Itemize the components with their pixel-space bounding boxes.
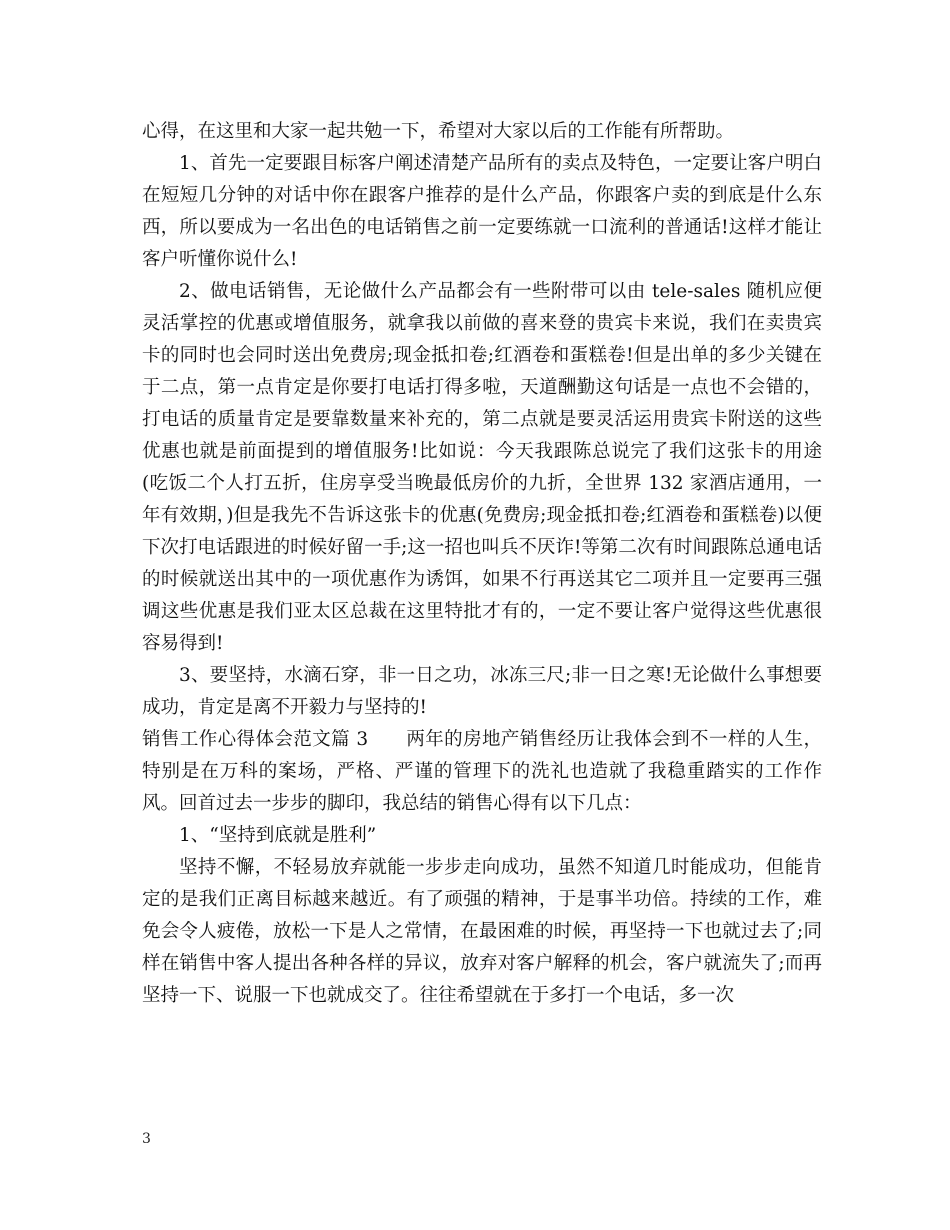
document-body (142, 116, 822, 1012)
paragraph-2: 1、首先一定要跟目标客户阐述清楚产品所有的卖点及特色，一定要让客户明白在短短几分钟的对话中你在跟客户推荐的是什么产品，你跟客户卖的到底是什么东西，所以要成为一名出色的电话销售之前一定要练就一口流利的普通话!这样才能让客户听懂你说什么! (142, 153, 822, 270)
paragraph-5: 销售工作心得体会范文篇 3 两年的房地产销售经历让我体会到不一样的人生，特别是在万科的案场，严格、严谨的管理下的洗礼也造就了我稳重踏实的工作作风。回首过去一步步的脚印，我总结的销售心得有以下几点： (142, 729, 822, 814)
paragraph-1: 心得，在这里和大家一起共勉一下，希望对大家以后的工作能有所帮助。 (142, 121, 735, 142)
paragraph-7: 坚持不懈，不轻易放弃就能一步步走向成功，虽然不知道几时能成功，但能肯定的是我们正离目标越来越近。有了顽强的精神，于是事半功倍。持续的工作，难免会令人疲倦，放松一下是人之常情，在最困难的时候，再坚持一下也就过去了;同样在销售中客人提出各种各样的异议，放弃对客户解释的机会，客户就流失了;而再坚持一下、说服一下也就成交了。往往希望就在于多打一个电话，多一次 (142, 857, 822, 1006)
paragraph-4: 3、要坚持，水滴石穿，非一日之功，冰冻三尺;非一日之寒!无论做什么事想要成功，肯定是离不开毅力与坚持的! (142, 665, 822, 718)
paragraph-6: 1、“坚持到底就是胜利” (179, 825, 377, 846)
paragraph-3: 2、做电话销售，无论做什么产品都会有一些附带可以由 tele-sales 随机应便灵活掌控的优惠或增值服务，就拿我以前做的喜来登的贵宾卡来说，我们在卖贵宾卡的同时也会同时送出免费房;现金抵扣卷;红酒卷和蛋糕卷!但是出单的多少关键在于二点，第一点肯定是你要打电话打得多啦，天道酬勤这句话是一点也不会错的，打电话的质量肯定是要靠数量来补充的，第二点就是要灵活运用贵宾卡附送的这些优惠也就是前面提到的增值服务!比如说：今天我跟陈总说完了我们这张卡的用途(吃饭二个人打五折，住房享受当晚最低房价的九折，全世界 132 家酒店通用，一年有效期，)但是我先不告诉这张卡的优惠(免费房;现金抵扣卷;红酒卷和蛋糕卷)以便下次打电话跟进的时候好留一手;这一招也叫兵不厌诈!等第二次有时间跟陈总通电话的时候就送出其中的一项优惠作为诱饵，如果不行再送其它二项并且一定要再三强调这些优惠是我们亚太区总裁在这里特批才有的，一定不要让客户觉得这些优惠很容易得到! (142, 281, 822, 654)
page-number: 3 (142, 1131, 151, 1147)
